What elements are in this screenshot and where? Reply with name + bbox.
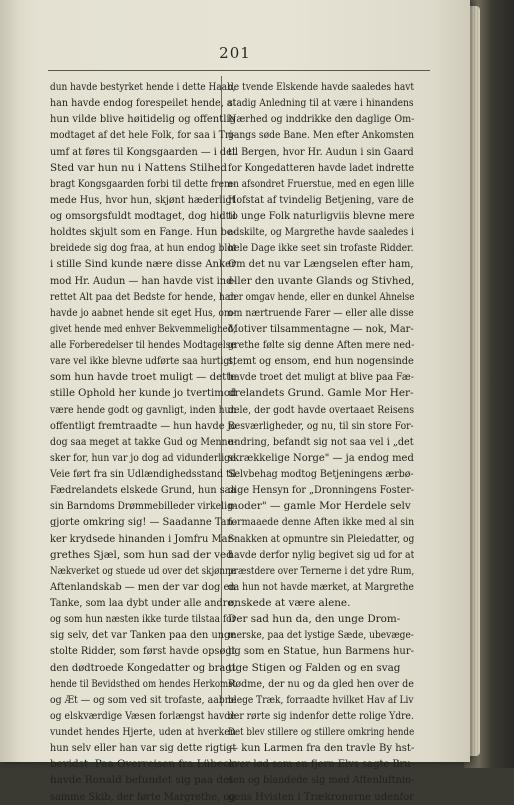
- text-line: formaaede denne Aften ikke med al sin: [228, 516, 414, 529]
- text-line: modtaget af det hele Folk, for saa i Tri-: [50, 129, 236, 142]
- text-line: til Bergen, hvor Hr. Audun i sin Gaard: [228, 145, 414, 158]
- text-line: være hende godt og gavnligt, inden hun: [50, 403, 236, 416]
- text-line: Snakken at opmuntre sin Pleiedatter, og: [228, 532, 414, 545]
- text-line: bevidst. Paa Overreisen fra Lübeck: [50, 758, 236, 771]
- text-line: grethes Sjæl, som hun sad der ved: [50, 548, 233, 561]
- text-line: sker for, hun var jo dog ad vidunderlige: [50, 451, 236, 464]
- text-line: mod Hr. Audun — han havde vist ind-: [50, 274, 236, 287]
- text-line: havde Ronald befundet sig paa det: [50, 774, 234, 787]
- text-line: Besværligheder, og nu, til sin store For-: [228, 419, 414, 432]
- text-line: adskilte, og Margrethe havde saaledes i: [228, 226, 414, 239]
- text-line: givet hende med enhver Bekvemmelighed,: [50, 322, 236, 335]
- text-line: da hun not havde mærket, at Margrethe: [228, 580, 414, 593]
- text-line: præstdere over Ternerne i det ydre Rum,: [228, 564, 414, 577]
- text-line: Sted var hun nu i Nattens Stilhed: [50, 161, 227, 174]
- text-line: og som hun næsten ikke turde tilstaa for: [50, 613, 236, 626]
- text-line: Det blev stillere og stillere omkring hende: [228, 726, 414, 738]
- text-line: rettet Alt paa det Bedste for hende, han: [50, 290, 236, 303]
- text-line: undring, befandt sig not saa vel i „det: [228, 435, 414, 448]
- text-line: dige Hensyn for „Dronningens Foster-: [228, 484, 414, 497]
- text-line: de tvende Elskende havde saaledes havt: [228, 81, 414, 93]
- text-line: to unge Folk naturligviis blevne mere: [228, 210, 414, 222]
- text-line: for Kongedatteren havde ladet indrette: [228, 161, 414, 174]
- text-line: Om det nu var Længselen efter ham,: [228, 258, 414, 271]
- text-line: dun havde bestyrket hende i dette Haab,: [50, 81, 236, 93]
- text-line: dog saa meget at takke Gud og Menne-: [50, 435, 236, 448]
- text-line: merske, paa det lystige Sæde, ubevæge-: [228, 629, 414, 642]
- binding-shadow: [0, 0, 20, 762]
- text-line: Aftenlandskab — men der var dog en: [50, 580, 236, 593]
- text-line: ønskede at være alene.: [228, 597, 351, 609]
- text-line: en afsondret Fruerstue, med en egen lille: [228, 177, 414, 190]
- text-line: sen og blandede sig med Aftenluftnin-: [228, 774, 414, 787]
- text-line: samme Skib, der førte Margrethe, og: [50, 790, 236, 803]
- text-line: hun selv eller han var sig dette rigtigt: [50, 742, 236, 755]
- text-line: Nækverket og stuede ud over det skjønne: [50, 564, 236, 577]
- text-line: blege Træk, forraadte hvilket Hav af Liv: [228, 693, 414, 706]
- text-line: og elskværdige Væsen forlængst havde: [50, 709, 236, 722]
- text-line: om nærtruende Farer — eller alle disse: [228, 306, 414, 319]
- text-line: sig selv, det var Tanken paa den unge: [50, 629, 236, 642]
- text-line: han havde endog forespeilet hende, at: [50, 97, 236, 110]
- text-line: hun vilde blive høitidelig og offentlig: [50, 113, 236, 126]
- text-line: Tanke, som laa dybt under alle andre,: [50, 597, 236, 609]
- text-line: havde jo aabnet hende sit eget Hus, om-: [50, 306, 236, 319]
- text-line: alle Forberedelser til hendes Modtagelse: [50, 339, 236, 351]
- text-line: lig som en Statue, hun Barmens hur-: [228, 645, 414, 658]
- text-line: breidede sig dog fraa, at hun endog blot: [50, 242, 236, 255]
- text-line: sin Barndoms Drømmebilleder virkelig-: [50, 500, 236, 513]
- text-line: ker krydsede hinanden i Jomfru Mar-: [50, 532, 236, 545]
- text-line: gangs søde Bane. Men efter Ankomsten: [228, 129, 414, 142]
- text-line: bragt Kongsgaarden forbi til dette frem-: [50, 177, 236, 190]
- text-line: Nærhed og inddrikke den daglige Om-: [228, 113, 414, 126]
- text-line: eller den uvante Glands og Stivhed,: [228, 274, 414, 287]
- text-line: Selvbehag modtog Betjeningens ærbø-: [228, 468, 414, 480]
- text-line: over lød som en fjern Elvs sagte Bru-: [228, 758, 414, 771]
- text-line: og omsorgsfuldt modtaget, dog hidtil: [50, 210, 236, 222]
- text-line: den dødtroede Kongedatter og bragt: [50, 661, 236, 674]
- text-line: gens Hvisten i Trækronerne udenfor: [228, 790, 414, 803]
- text-line: offentligt fremtraadte — hun havde jo: [50, 419, 236, 432]
- text-line: dele, der godt havde overtaaet Reisens: [228, 403, 414, 416]
- left-column: [50, 79, 236, 805]
- text-line: hende til Bevidsthed om hendes Herkomst: [50, 677, 236, 690]
- text-line: stadig Anledning til at være i hinandens: [228, 97, 414, 110]
- text-line: — kun Larmen fra den travle By hst-: [228, 742, 414, 755]
- text-line: vundet hendes Hjerte, uden at hverken: [50, 726, 236, 738]
- text-line: umf at føres til Kongsgaarden — i det: [50, 145, 236, 158]
- text-line: havde derfor nylig begivet sig ud for at: [228, 548, 414, 561]
- text-line: Fædrelandets elskede Grund, hun saa: [50, 484, 236, 497]
- text-line: grethe følte sig denne Aften mere ned-: [228, 339, 414, 351]
- text-line: moder" — gamle Mor Herdele selv: [228, 500, 411, 513]
- text-line: som hun havde troet muligt — dette: [50, 371, 236, 384]
- text-line: der rørte sig indenfor dette rolige Ydre.: [228, 709, 414, 722]
- text-line: vare vel ikke blevne udførte saa hurtigt,: [50, 355, 236, 368]
- text-line: hele Dage ikke seet sin trofaste Ridder.: [228, 242, 414, 255]
- right-column: [228, 79, 414, 805]
- text-line: drelandets Grund. Gamle Mor Her-: [228, 387, 414, 400]
- text-line: gjorte omkring sig! — Saadanne Tan-: [50, 516, 236, 529]
- text-line: Rødme, der nu og da gled hen over de: [228, 677, 414, 690]
- text-line: og Æt — og som ved sit trofaste, aabne: [50, 693, 236, 706]
- text-line: i stille Sind kunde nære disse Anker: [50, 258, 236, 271]
- text-line: Hofstat af tvindelig Betjening, vare de: [228, 193, 414, 206]
- text-line: tige Stigen og Falden og en svag: [228, 661, 401, 674]
- text-line: stolte Ridder, som først havde opsøgt: [50, 645, 236, 658]
- text-line: stemt og ensom, end hun nogensinde: [228, 355, 414, 368]
- text-line: Motiver tilsammentagne — nok, Mar-: [228, 322, 414, 335]
- text-line: skrækkelige Norge" — ja endog med: [228, 451, 414, 464]
- text-line: Der sad hun da, den unge Drom-: [228, 613, 401, 626]
- text-line: holdtes skjult som en Fange. Hun be-: [50, 226, 236, 239]
- text-line: havde troet det muligt at blive paa Fæ-: [228, 371, 414, 384]
- text-line: der omgav hende, eller en dunkel Ahnelse: [228, 290, 414, 303]
- text-line: stille Ophold her kunde jo tvertimod: [50, 387, 236, 400]
- text-line: Veie ført fra sin Udlændighedsstand til: [50, 468, 236, 480]
- text-line: mede Hus, hvor hun, skjønt hæderligt: [50, 193, 236, 206]
- header-rule: [48, 70, 430, 71]
- page-number: 201: [219, 44, 251, 62]
